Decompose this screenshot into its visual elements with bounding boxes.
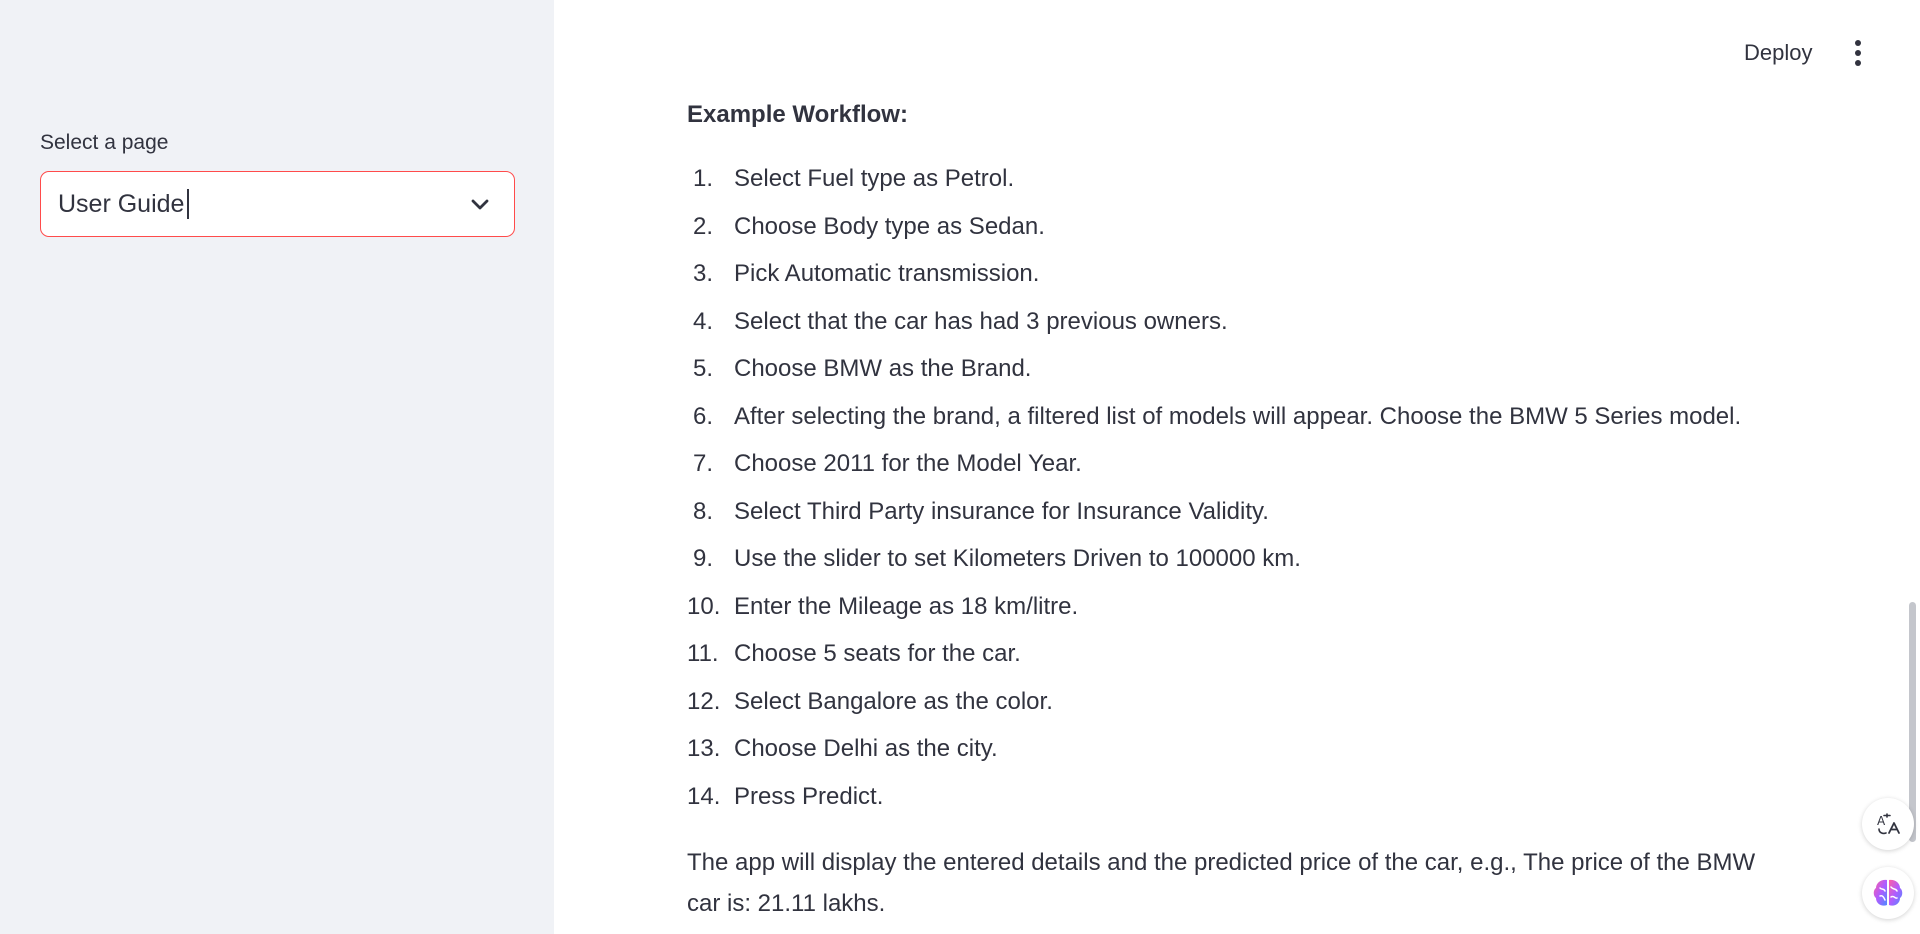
ai-assistant-button[interactable] [1862,867,1914,919]
step-text: Pick Automatic transmission. [734,260,1040,287]
main-content [687,95,1807,924]
workflow-step [687,725,1807,773]
deploy-button[interactable]: Deploy [1744,40,1813,65]
step-text: Select Fuel type as Petrol. [734,165,1015,192]
workflow-step [687,583,1807,631]
step-number: 2. [692,212,713,240]
workflow-step [687,535,1807,583]
workflow-step [687,393,1807,441]
workflow-step [687,250,1807,298]
workflow-step [687,440,1807,488]
page-select-dropdown[interactable] [40,171,515,237]
step-number: 1. [692,165,713,192]
step-number: 6. [692,402,713,430]
step-number: 13. [687,735,721,762]
step-number: 4. [692,307,713,335]
step-text: Enter the Mileage as 18 km/litre. [734,592,1079,620]
step-text: Choose BMW as the Brand. [734,355,1032,382]
workflow-steps-list [687,155,1807,820]
workflow-step [687,678,1807,726]
selected-page-value: User Guide [58,189,185,218]
chevron-down-icon[interactable] [468,192,492,216]
more-vertical-icon[interactable] [1846,38,1870,68]
step-text: Select Bangalore as the color. [734,687,1053,715]
step-text: Choose 5 seats for the car. [734,640,1021,667]
step-text: Press Predict. [734,782,884,810]
workflow-step [687,630,1807,678]
translate-icon [1875,811,1901,837]
summary-paragraph: The app will display the entered details and the predicted price of the car, e.g., The price of the BMW car is: 21.11 lakhs. [687,849,1756,917]
select-page-label: Select a page [40,131,169,154]
workflow-step [687,155,1807,203]
step-number: 9. [692,545,713,572]
workflow-step [687,345,1807,393]
step-text: Choose 2011 for the Model Year. [734,450,1082,477]
text-cursor [187,189,189,219]
step-number: 14. [687,782,721,810]
step-text: After selecting the brand, a filtered list of models will appear. Choose the BMW 5 Series model. [734,402,1742,430]
step-number: 5. [692,355,713,382]
step-text: Use the slider to set Kilometers Driven to 100000 km. [734,545,1301,572]
step-number: 8. [692,497,713,525]
workflow-step [687,773,1807,821]
step-text: Choose Delhi as the city. [734,735,998,762]
translate-button[interactable] [1862,798,1914,850]
step-text: Select Third Party insurance for Insurance Validity. [734,497,1269,525]
sidebar [0,0,554,934]
step-number: 12. [687,687,721,715]
workflow-title: Example Workflow: [687,101,908,128]
step-number: 7. [692,450,713,477]
step-number: 10. [687,592,721,620]
step-number: 3. [692,260,713,287]
workflow-step [687,203,1807,251]
brain-icon [1871,876,1905,910]
step-number: 11. [687,640,719,667]
scrollbar-thumb[interactable] [1909,602,1916,842]
step-text: Select that the car has had 3 previous owners. [734,307,1228,335]
svg-text:A: A [1877,814,1886,828]
workflow-step [687,488,1807,536]
step-text: Choose Body type as Sedan. [734,212,1045,240]
workflow-step [687,298,1807,346]
